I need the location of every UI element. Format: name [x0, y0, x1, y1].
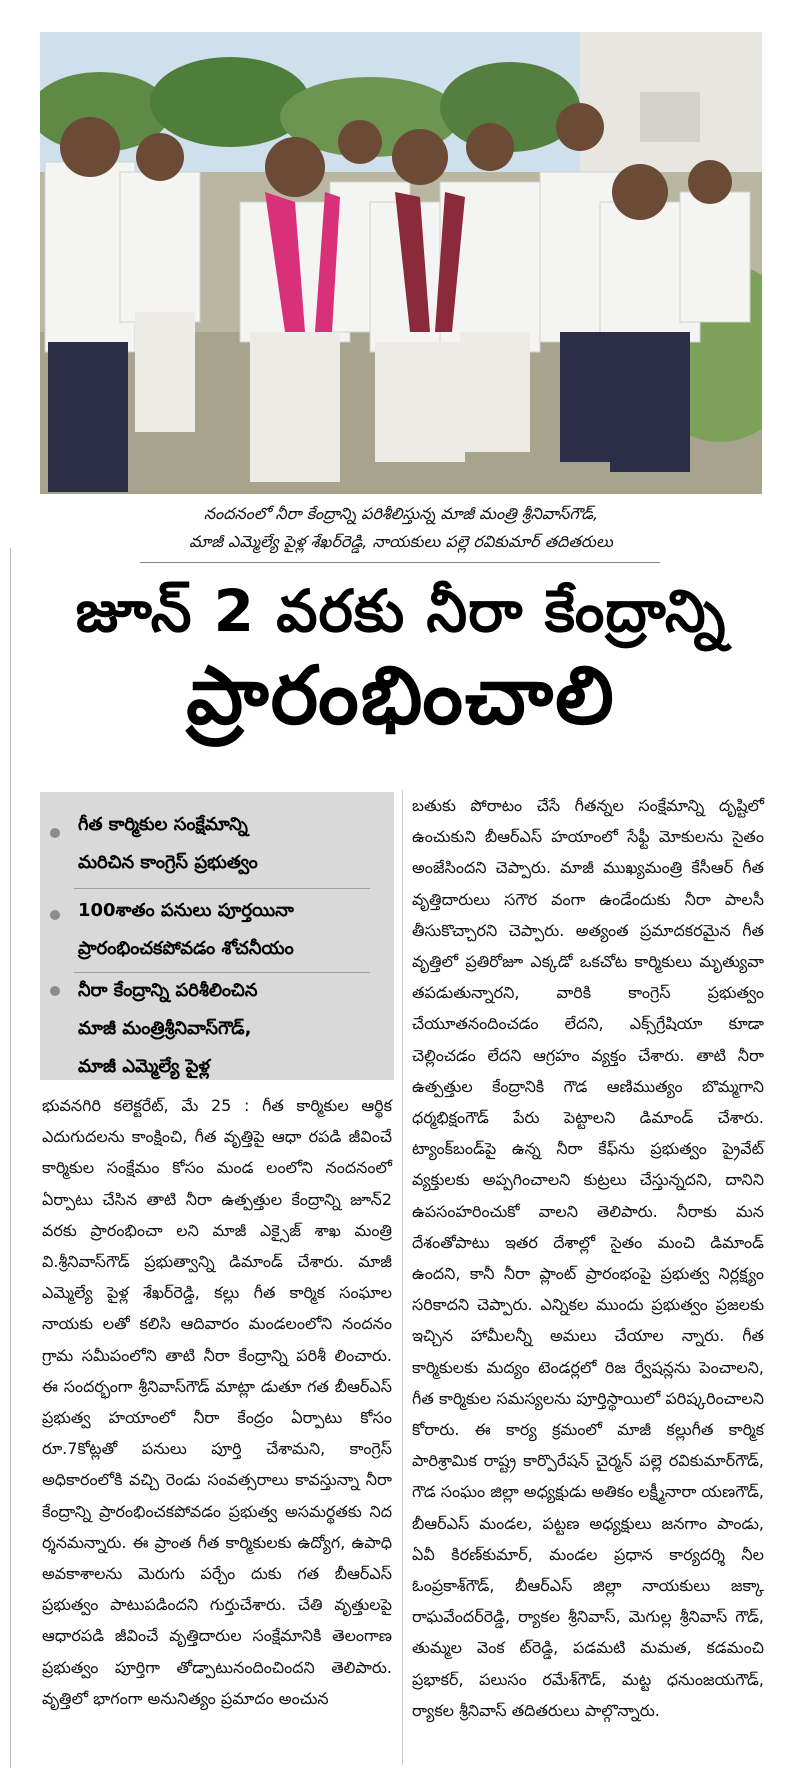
caption-line-2: మాజీ ఎమ్మెల్యే పైళ్ల శేఖర్‌రెడ్డి, నాయకులు పల్లె రవికుమార్ తదితరులు: [189, 532, 613, 551]
highlight-text: మాజీ మంత్రిశ్రీనివాస్‌గౌడ్,: [78, 1018, 252, 1039]
left-margin-rule: [10, 548, 11, 1768]
photo-caption: [40, 500, 762, 556]
highlight-text: మరిచిన కాంగ్రెస్ ప్రభుత్వం: [78, 852, 258, 873]
highlight-text: గీత కార్మికుల సంక్షేమాన్ని: [78, 814, 248, 835]
caption-line-1: నందనంలో నీరా కేంద్రాన్ని పరిశీలిస్తున్న మాజీ మంత్రి శ్రీనివాస్‌గౌడ్,: [203, 504, 599, 523]
news-photo: [40, 32, 762, 494]
article-body-right-column: బతుకు పోరాటం చేసే గీతన్నల సంక్షేమాన్ని దృష్టిలో ఉంచుకుని బీఆర్ఎస్ హయాంలో సేఫ్టీ మోకులను సైతం అంజేసిందని చెప్పారు. మాజీ ముఖ్యమంత్రి కేసీఆర్ గీత వృత్తిదారులు సగౌర వంగా ఉండేందుకు నీరా పాలసీ తీసుకొచ్చారని చెప్పారు. అత్యంత ప్రమాదకరమైన గీత వృత్తిలో ప్రతిరోజూ ఎక్కడో ఒకచోట కార్మికులు మృత్యువా తపడుతున్నారని, వారికి కాంగ్రెస్ ప్రభుత్వం చేయూతనందించడం లేదని, ఎక్స్‌గ్రేషియా కూడా చెల్లించడం లేదని ఆగ్రహం వ్యక్తం చేశారు. తాటి నీరా ఉత్పత్తుల కేంద్రానికి గౌడ ఆణిముత్యం బొమ్మగాని ధర్మభిక్షంగౌడ్ పేరు పెట్టాలని డిమాండ్ చేశారు. ట్యాంక్‌బండ్‌పై ఉన్న నీరా కేఫ్‌ను ప్రభుత్వం ప్రైవేట్ వ్యక్తులకు అప్పగించాలని కుట్రలు చేస్తున్నదని, దానిని ఉపసంహరించుకో వాలని తెలిపారు. నీరాకు మన దేశంతోపాటు ఇతర దేశాల్లో సైతం మంచి డిమాండ్ ఉందని, కానీ నీరా ప్లాంట్ ప్రారంభంపై ప్రభుత్వ నిర్లక్ష్యం సరికాదని చెప్పారు. ఎన్నికల ముందు ప్రభుత్వం ప్రజలకు ఇచ్చిన హామీలన్నీ అమలు చేయాల న్నారు. గీత కార్మికులకు మద్యం టెండర్లలో రిజ ర్వేషన్లను పెంచాలని, గీత కార్మికుల సమస్యలను పూర్తిస్థాయిలో పరిష్కరించాలని కోరారు. ఈ కార్య క్రమంలో మాజీ కల్లుగీత కార్మిక పారిశ్రామిక రాష్ట్ర కార్పొరేషన్ చైర్మన్ పల్లె రవికుమార్‌గౌడ్, గౌడ సంఘం జిల్లా అధ్యక్షుడు అతికం లక్ష్మీనారా యణగౌడ్, బీఆర్ఎస్ మండల, పట్టణ అధ్యక్షులు జనగాం పాండు, ఏవీ కిరణ్‌కుమార్, మండల ప్రధాన కార్యదర్శి నీల ఓంప్రకాశ్‌గౌడ్, బీఆర్ఎస్ జిల్లా నాయకులు జక్కా రాఘవేందర్‌రెడ్డి, ర్యాకల శ్రీనివాస్, మెగుల్ల శ్రీనివాస్ గౌడ్, తుమ్మల వెంక ట్‌రెడ్డి, పడమటి మమత, కడమంచి ప్రభాకర్, పలుసం రమేశ్‌గౌడ్, మట్ట ధనుంజయగౌడ్, ర్యాకల శ్రీనివాస్ తదితరులు పాల్గొన్నారు.: [412, 796, 765, 1720]
column-divider: [402, 790, 403, 1765]
caption-divider: [140, 562, 660, 563]
bullet-icon: [50, 986, 60, 996]
highlight-text: మాజీ ఎమ్మెల్యే పైళ్ల: [78, 1056, 210, 1077]
bullet-icon: [50, 910, 60, 920]
photo-illustration: [40, 32, 762, 494]
headline-line-2: ప్రారంభించాలి: [186, 649, 616, 742]
highlight-text: 100శాతం పనులు పూర్తయినా: [78, 900, 294, 921]
highlights-box: [40, 792, 394, 1080]
highlight-divider: [74, 888, 370, 889]
highlight-text: ప్రారంభించకపోవడం శోచనీయం: [78, 938, 294, 959]
bullet-icon: [50, 828, 60, 838]
highlight-text: నీరా కేంద్రాన్ని పరిశీలించిన: [78, 980, 258, 1001]
article-body-left-column: భువనగిరి కలెక్టరేట్, మే 25 : గీత కార్మికుల ఆర్థిక ఎదుగుదలను కాంక్షించి, గీత వృత్తిపై ఆధా రపడి జీవించే కార్మికుల సంక్షేమం కోసం మండ లంలోని నందనంలో ఏర్పాటు చేసిన తాటి నీరా ఉత్పత్తుల కేంద్రాన్ని జూన్2 వరకు ప్రారంభించా లని మాజీ ఎక్సైజ్ శాఖ మంత్రి వి.శ్రీనివాస్‌గౌడ్ ప్రభుత్వాన్ని డిమాండ్ చేశారు. మాజీ ఎమ్మెల్యే పైళ్ల శేఖర్‌రెడ్డి, కల్లు గీత కార్మిక సంఘాల నాయకు లతో కలిసి ఆదివారం మండలంలోని నందనం గ్రామ సమీపంలోని తాటి నీరా కేంద్రాన్ని పరిశీ లించారు. ఈ సందర్భంగా శ్రీనివాస్‌గౌడ్ మాట్లా డుతూ గత బీఆర్ఎస్ ప్రభుత్వ హయాంలో నీరా కేంద్రం ఏర్పాటు కోసం రూ.7కోట్లతో పనులు పూర్తి చేశామని, కాంగ్రెస్ అధికారంలోకి వచ్చి రెండు సంవత్సరాలు కావస్తున్నా నీరా కేంద్రాన్ని ప్రారంభించకపోవడం ప్రభుత్వ అసమర్థతకు నిద ర్శనమన్నారు. ఈ ప్రాంత గీత కార్మికులకు ఉద్యోగ, ఉపాధి అవకాశాలను మెరుగు పర్చేం దుకు గత బీఆర్ఎస్ ప్రభుత్వం పాటుపడిందని గుర్తుచేశారు. చేతి వృత్తులపై ఆధారపడి జీవించే వృత్తిదారుల సంక్షేమానికి తెలంగాణ ప్రభుత్వం పూర్తిగా తోడ్పాటునందించిందని తెలిపారు. వృత్తిలో భాగంగా అనునిత్యం ప్రమాదం అంచున: [42, 1096, 392, 1708]
headline-line-1: జూన్ 2 వరకు నీరా కేంద్రాన్ని: [75, 577, 727, 645]
